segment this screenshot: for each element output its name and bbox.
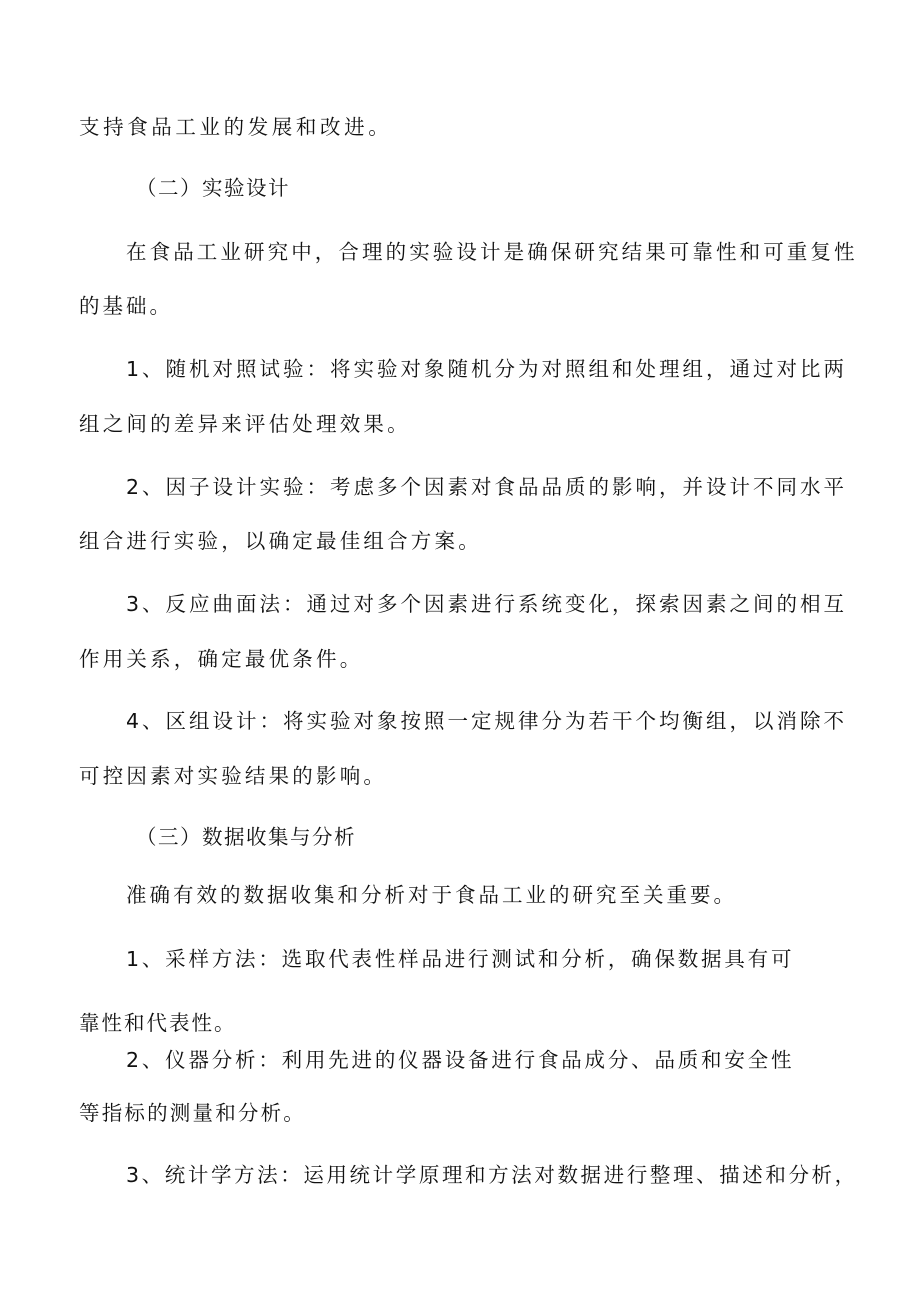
list-item-line: 3、统计学方法：运用统计学原理和方法对数据进行整理、描述和分析， bbox=[126, 1163, 858, 1187]
list-item-line: 1、随机对照试验：将实验对象随机分为对照组和处理组，通过对比两 bbox=[126, 357, 848, 381]
list-item-line: 作用关系，确定最优条件。 bbox=[79, 647, 364, 671]
list-item-line: 组合进行实验，以确定最佳组合方案。 bbox=[79, 529, 482, 553]
list-item-line: 可控因素对实验结果的影响。 bbox=[79, 764, 388, 788]
paragraph-line: 准确有效的数据收集和分析对于食品工业的研究至关重要。 bbox=[126, 883, 737, 907]
paragraph-line: 支持食品工业的发展和改进。 bbox=[79, 115, 393, 139]
paragraph-line: 的基础。 bbox=[79, 294, 173, 318]
list-item-line: 等指标的测量和分析。 bbox=[79, 1101, 306, 1125]
list-item-line: 组之间的差异来评估处理效果。 bbox=[79, 412, 411, 436]
list-item-line: 靠性和代表性。 bbox=[79, 1011, 237, 1035]
list-item-line: 4、区组设计：将实验对象按照一定规律分为若干个均衡组，以消除不 bbox=[126, 709, 848, 733]
list-item-line: 3、反应曲面法：通过对多个因素进行系统变化，探索因素之间的相互 bbox=[126, 592, 848, 616]
section-heading: （二）实验设计 bbox=[136, 176, 290, 200]
list-item-line: 2、因子设计实验：考虑多个因素对食品品质的影响，并设计不同水平 bbox=[126, 475, 848, 499]
list-item-line: 1、采样方法：选取代表性样品进行测试和分析，确保数据具有可 bbox=[126, 947, 795, 971]
list-item-line: 2、仪器分析：利用先进的仪器设备进行食品成分、品质和安全性 bbox=[126, 1048, 795, 1072]
section-heading: （三）数据收集与分析 bbox=[136, 825, 356, 849]
paragraph-line: 在食品工业研究中，合理的实验设计是确保研究结果可靠性和可重复性 bbox=[126, 240, 858, 264]
